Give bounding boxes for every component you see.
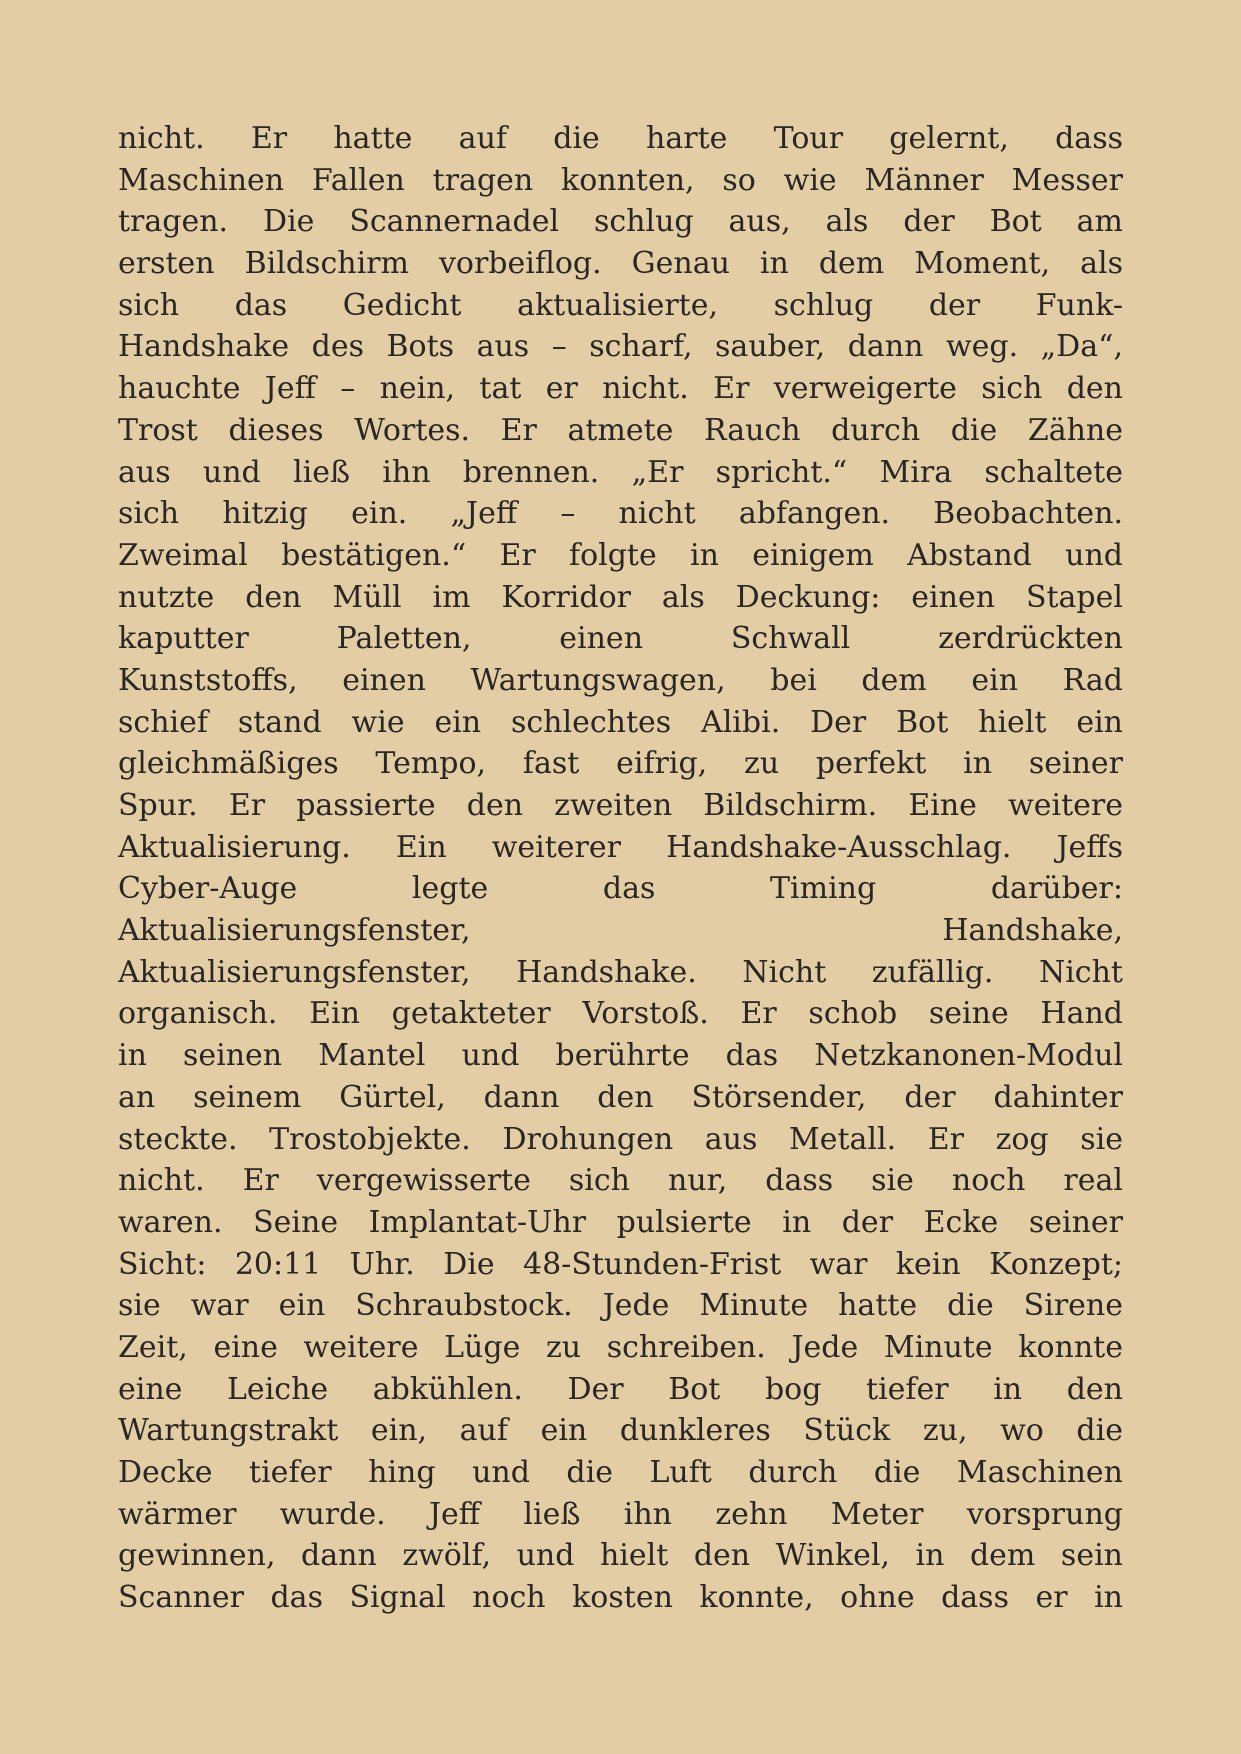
text-line: sie war ein Schraubstock. Jede Minute hatte die Sirene [118, 1288, 1123, 1324]
text-line: nicht. Er vergewisserte sich nur, dass sie noch real [118, 1163, 1123, 1199]
text-line: waren. Seine Implantat-Uhr pulsierte in der Ecke seiner [118, 1204, 1123, 1240]
text-line: Cyber-Auge legte das Timing darüber: [118, 871, 1123, 907]
text-line: gewinnen, dann zwölf, und hielt den Winkel, in dem sein [118, 1538, 1123, 1574]
text-block [118, 118, 1123, 1638]
text-line: organisch. Ein getakteter Vorstoß. Er schob seine Hand [118, 996, 1123, 1032]
text-line: tragen. Die Scannernadel schlug aus, als der Bot am [118, 204, 1123, 240]
text-line: sich hitzig ein. „Jeff – nicht abfangen. Beobachten. [118, 496, 1123, 532]
text-line: schief stand wie ein schlechtes Alibi. Der Bot hielt ein [118, 704, 1123, 740]
text-line: kaputter Paletten, einen Schwall zerdrückten [118, 621, 1123, 657]
text-line: Sicht: 20:11 Uhr. Die 48-Stunden-Frist war kein Konzept; [118, 1246, 1123, 1282]
text-line: Zweimal bestätigen.“ Er folgte in einigem Abstand und [118, 537, 1123, 573]
text-line: aus und ließ ihn brennen. „Er spricht.“ Mira schaltete [118, 454, 1123, 490]
text-line: ersten Bildschirm vorbeiflog. Genau in dem Moment, als [118, 246, 1123, 282]
text-line: eine Leiche abkühlen. Der Bot bog tiefer in den [118, 1371, 1123, 1407]
text-line: Decke tiefer hing und die Luft durch die Maschinen [118, 1455, 1123, 1490]
text-line: steckte. Trostobjekte. Drohungen aus Metall. Er zog sie [118, 1121, 1123, 1157]
text-line: sich das Gedicht aktualisierte, schlug der Funk- [118, 287, 1123, 323]
text-line: Scanner das Signal noch kosten konnte, ohne dass er in [118, 1580, 1123, 1616]
text-line: Wartungstrakt ein, auf ein dunkleres Stück zu, wo die [118, 1413, 1123, 1449]
text-line: hauchte Jeff – nein, tat er nicht. Er verweigerte sich den [118, 371, 1123, 407]
text-line: Kunststoffs, einen Wartungswagen, bei dem ein Rad [118, 662, 1123, 698]
text-line: Spur. Er passierte den zweiten Bildschirm. Eine weitere [118, 788, 1123, 823]
text-line: an seinem Gürtel, dann den Störsender, der dahinter [118, 1079, 1123, 1115]
text-line: Aktualisierung. Ein weiterer Handshake-Ausschlag. Jeffs [118, 829, 1123, 865]
text-line: Aktualisierungsfenster, Handshake, [118, 913, 1123, 949]
text-line: gleichmäßiges Tempo, fast eifrig, zu perfekt in seiner [118, 746, 1123, 782]
text-line: Handshake des Bots aus – scharf, sauber, dann weg. „Da“, [118, 329, 1123, 365]
text-line: Zeit, eine weitere Lüge zu schreiben. Jede Minute konnte [118, 1329, 1123, 1365]
text-line: Aktualisierungsfenster, Handshake. Nicht zufällig. Nicht [118, 954, 1123, 990]
text-line: in seinen Mantel und berührte das Netzkanonen-Modul [118, 1038, 1123, 1074]
text-line: Maschinen Fallen tragen konnten, so wie Männer Messer [118, 162, 1123, 198]
text-line: nicht. Er hatte auf die harte Tour gelernt, dass [118, 121, 1123, 156]
text-line: Trost dieses Wortes. Er atmete Rauch durch die Zähne [118, 412, 1123, 448]
text-line: nutzte den Müll im Korridor als Deckung: einen Stapel [118, 579, 1123, 615]
text-line: wärmer wurde. Jeff ließ ihn zehn Meter vorsprung [118, 1496, 1123, 1532]
